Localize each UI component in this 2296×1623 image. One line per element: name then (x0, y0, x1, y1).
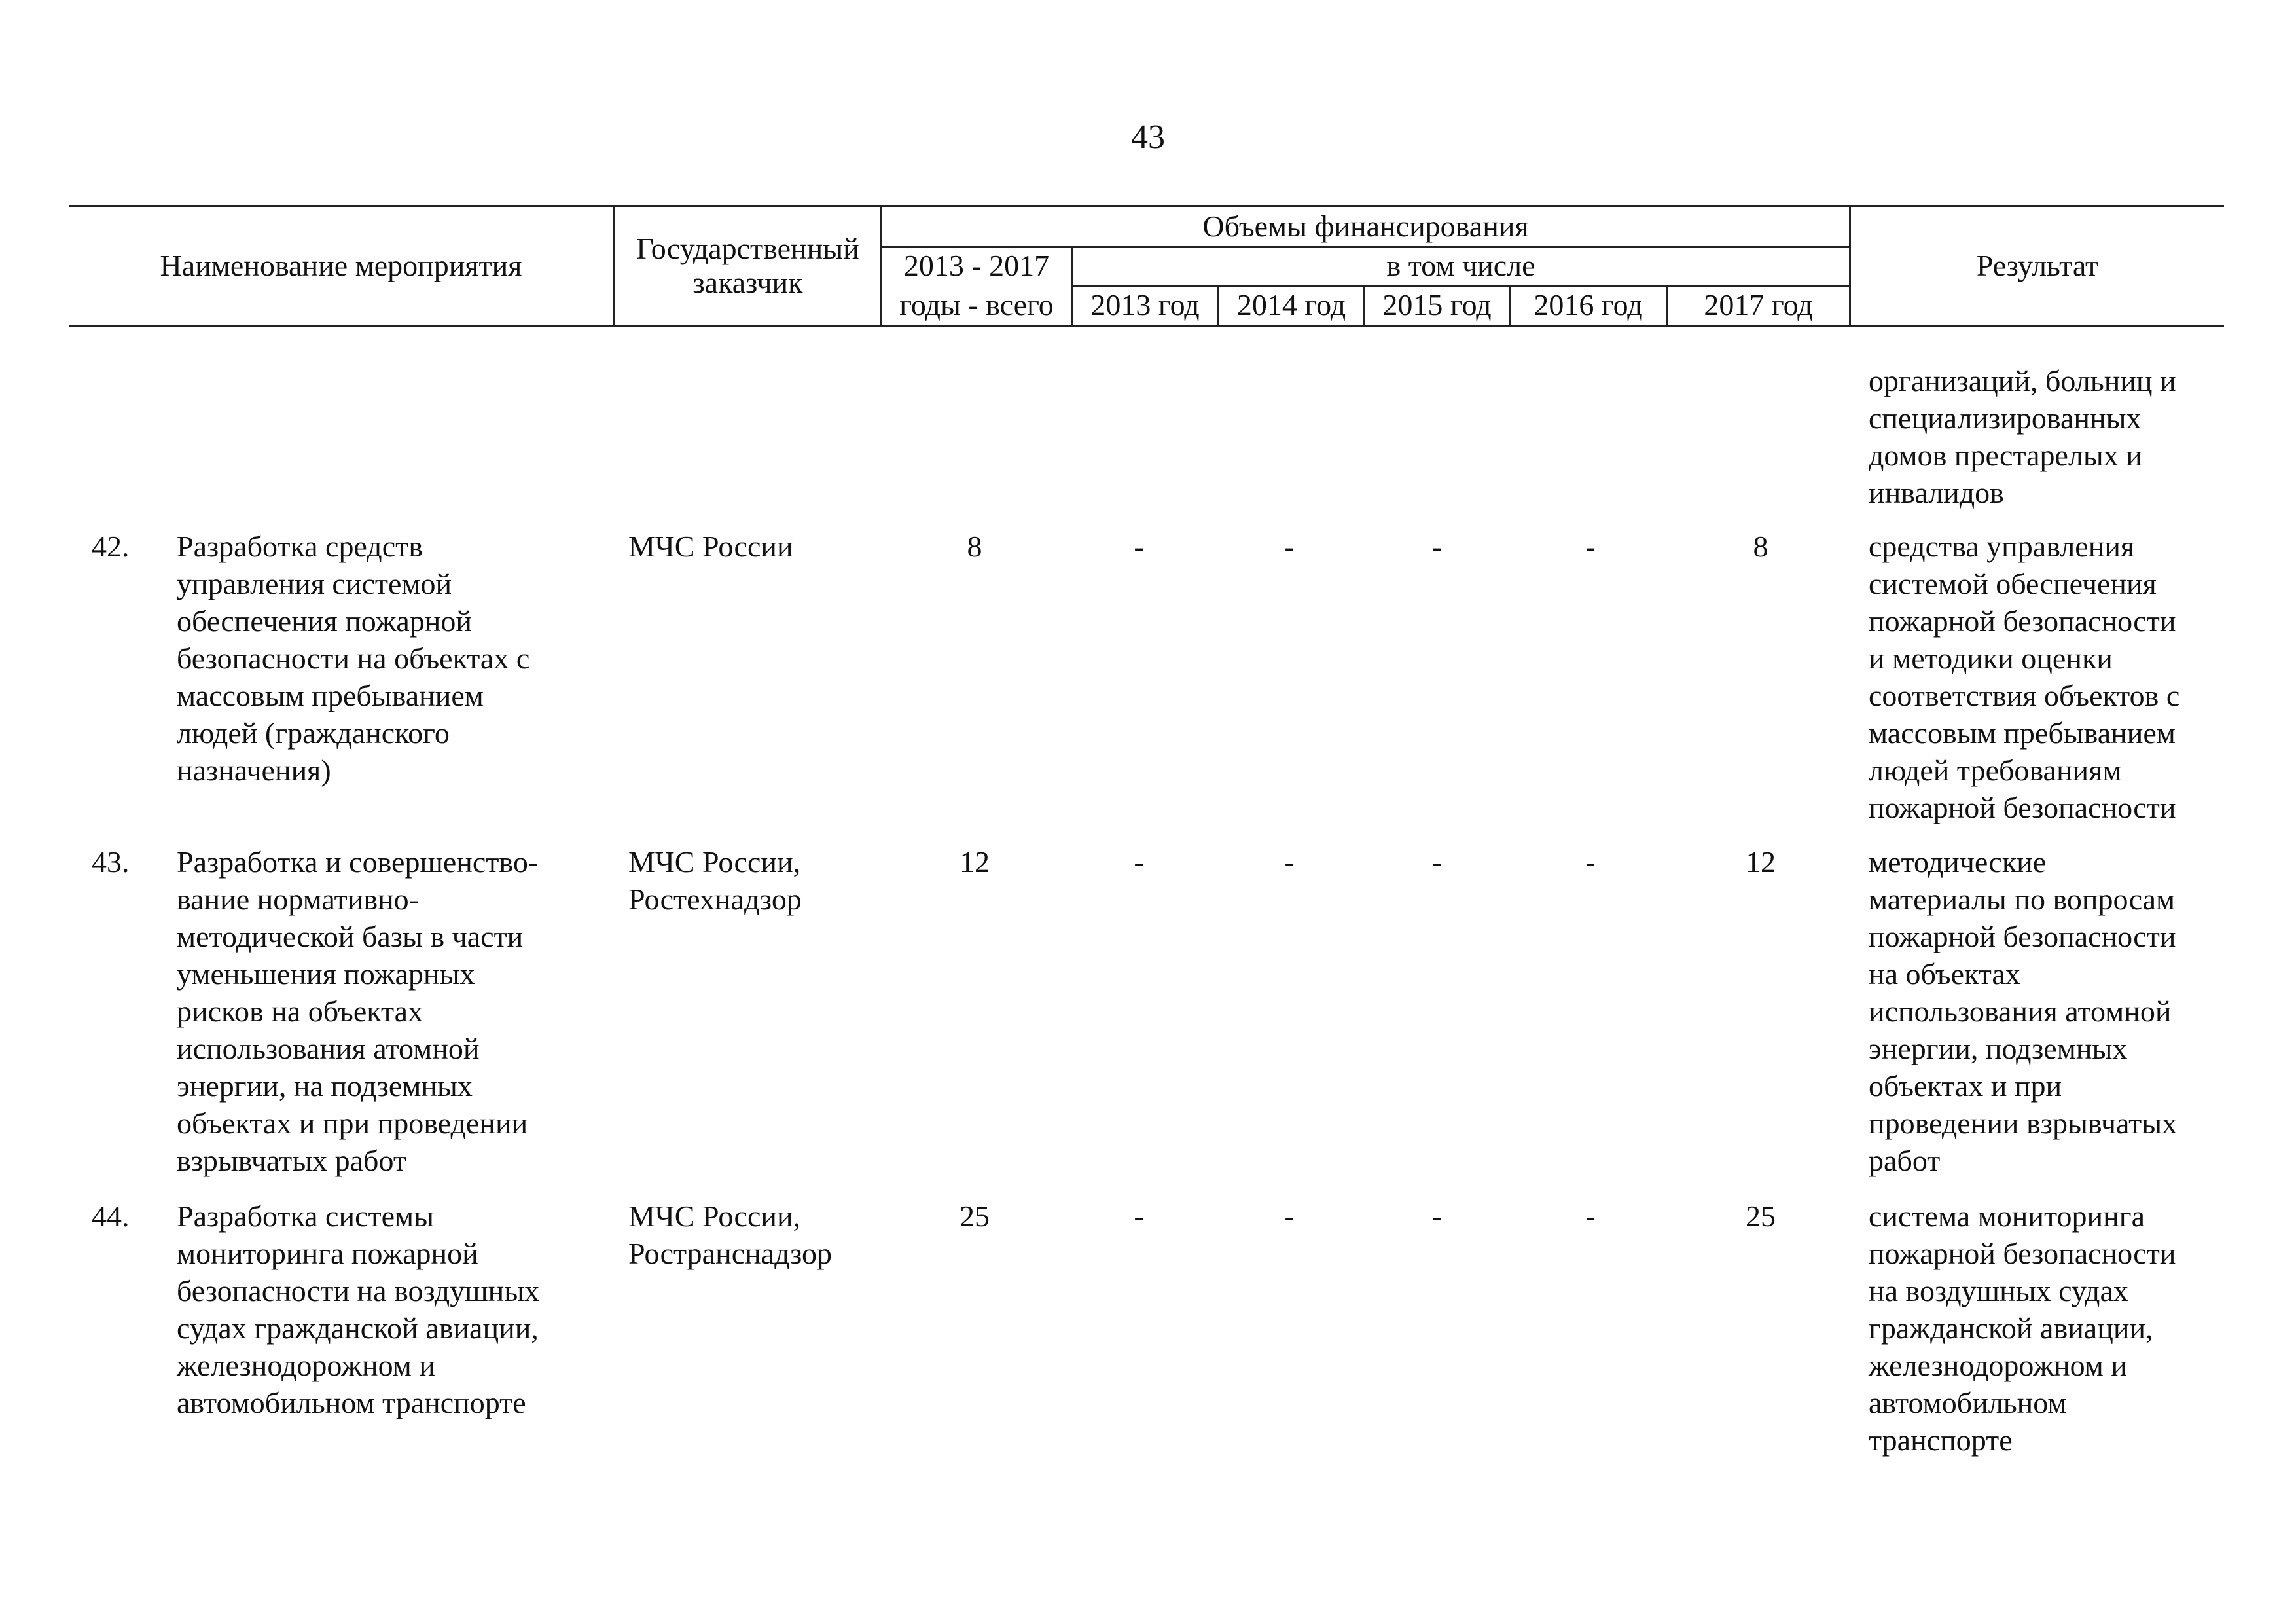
row-2013: - (1134, 845, 1144, 879)
row-customer: МЧС России, Ростехнадзор (628, 845, 802, 916)
row-2016: - (1585, 845, 1596, 879)
row-number: 44. (92, 1199, 130, 1233)
row-2015: - (1431, 530, 1442, 563)
row-2017: 25 (1746, 1199, 1776, 1233)
row-2016: - (1585, 530, 1596, 563)
row-number: 42. (92, 530, 130, 563)
page-number: 43 (1131, 119, 1165, 156)
row-name: Разработка системы мониторинга пожарной безопасности на воздушных судах гражданской авиации, железнодорожном и автомобильном транспорте (177, 1199, 540, 1419)
header-year: 2013 год (1090, 288, 1200, 321)
row-total: 8 (967, 530, 982, 563)
row-number: 43. (92, 845, 130, 879)
header-year: 2016 год (1534, 288, 1643, 321)
header-year: 2017 год (1704, 288, 1813, 321)
row-customer: МЧС России, Ространснадзор (628, 1199, 833, 1270)
table-header (69, 205, 2224, 327)
row-2013: - (1134, 1199, 1144, 1233)
header-year: 2014 год (1236, 288, 1346, 321)
table-row-result: организаций, больниц и специализированных домов престарелых и инвалидов (1869, 364, 2176, 509)
row-total: 12 (960, 845, 990, 879)
row-2017: 12 (1746, 845, 1776, 879)
row-2014: - (1284, 1199, 1295, 1233)
row-2014: - (1284, 845, 1295, 879)
row-2013: - (1134, 530, 1144, 563)
header-financing: Объемы финансирования (1202, 210, 1529, 243)
row-total: 25 (960, 1199, 990, 1233)
row-name: Разработка и совершенство- вание нормативно- методической базы в части уменьшения пожарных рисков на объектах использования атомной энергии, на подземных объектах и при проведении взрывчатых работ (177, 845, 539, 1177)
header-total-line2: годы - всего (899, 288, 1054, 321)
header-including: в том числе (1386, 249, 1535, 282)
row-result: средства управления системой обеспечения пожарной безопасности и методики оценки соответствия объектов с массовым пребыванием людей требованиям пожарной безопасности (1869, 530, 2180, 824)
row-result: система мониторинга пожарной безопасности на воздушных судах гражданской авиации, железнодорожном и автомобильном транспорте (1869, 1199, 2176, 1457)
header-customer: Государственный заказчик (636, 232, 859, 299)
row-2015: - (1431, 845, 1442, 879)
header-total-line1: 2013 - 2017 (903, 249, 1050, 282)
header-result: Результат (1976, 249, 2099, 282)
row-2014: - (1284, 530, 1295, 563)
row-2017: 8 (1753, 530, 1768, 563)
row-customer: МЧС России (628, 530, 793, 563)
row-2016: - (1585, 1199, 1596, 1233)
header-name: Наименование мероприятия (160, 249, 522, 282)
row-result: методические материалы по вопросам пожарной безопасности на объектах использования атомной энергии, подземных объектах и при проведении взрывчатых работ (1869, 845, 2178, 1177)
row-name: Разработка средств управления системой обеспечения пожарной безопасности на объектах с массовым пребыванием людей (гражданского назначения) (177, 530, 530, 787)
header-year: 2015 год (1382, 288, 1492, 321)
row-2015: - (1431, 1199, 1442, 1233)
